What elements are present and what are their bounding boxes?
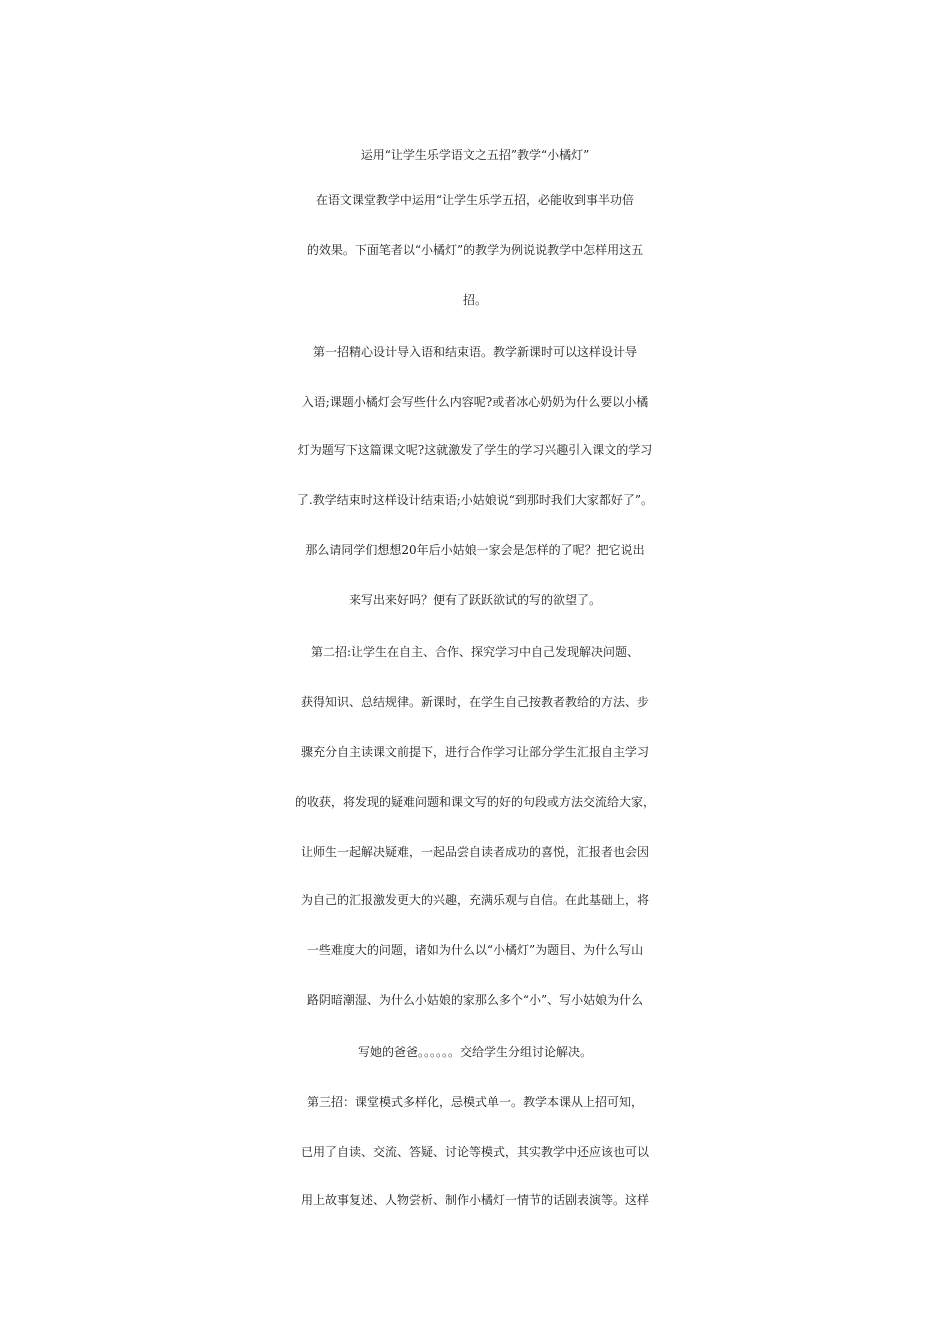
text-line: 灯为题写下这篇课文呢?这就激发了学生的学习兴趣引入课文的学习 [297, 443, 653, 457]
text-line: 的收获，将发现的疑难问题和课文写的好的句段或方法交流给大家， [294, 795, 655, 809]
text-line: 了.教学结束时这样设计结束语;小姑娘说“到那时我们大家都好了”。 [296, 493, 654, 507]
text-line: 那么请同学们想想20年后小姑娘一家会是怎样的了呢？把它说出 [305, 543, 645, 557]
text-line: 写她的爸爸。。。。。。交给学生分组讨论解决。 [357, 1045, 592, 1059]
text-line: 第三招：课堂模式多样化，忌模式单一。教学本课从上招可知， [306, 1095, 643, 1109]
text-line: 的效果。下面笔者以“小橘灯”的教学为例说说教学中怎样用这五 [306, 243, 644, 257]
text-line: 用上故事复述、人物尝析、制作小橘灯一情节的话剧表演等。这样 [300, 1193, 649, 1207]
document-title: 运用“让学生乐学语文之五招”教学“小橘灯” [360, 148, 590, 162]
text-line: 路阴暗潮湿、为什么小姑娘的家那么多个“小”、写小姑娘为什么 [306, 993, 644, 1007]
text-line: 一些难度大的问题，诸如为什么以“小橘灯”为题目、为什么写山 [306, 943, 644, 957]
text-line: 获得知识、总结规律。新课时，在学生自己按教者教给的方法、步 [300, 695, 649, 709]
text-line: 已用了自读、交流、答疑、讨论等模式，其实教学中还应该也可以 [300, 1145, 649, 1159]
text-line: 骤充分自主读课文前提下，进行合作学习让部分学生汇报自主学习 [300, 745, 649, 759]
text-line: 招。 [462, 293, 487, 307]
text-line: 来写出来好吗？便有了跃跃欲试的写的欲望了。 [348, 593, 601, 607]
text-line: 第一招精心设计导入语和结束语。教学新课时可以这样设计导 [312, 345, 637, 359]
text-line: 入语;课题小橘灯会写些什么内容呢?或者冰心奶奶为什么要以小橘 [301, 395, 649, 409]
text-line: 让师生一起解决疑难，一起品尝自读者成功的喜悦，汇报者也会因 [300, 845, 649, 859]
text-line: 第二招:让学生在自主、合作、探究学习中自己发现解决问题、 [310, 645, 640, 659]
text-line: 为自己的汇报激发更大的兴趣，充满乐观与自信。在此基础上，将 [300, 893, 649, 907]
text-line: 在语文课堂教学中运用“让学生乐学五招，必能收到事半功倍 [315, 193, 635, 207]
